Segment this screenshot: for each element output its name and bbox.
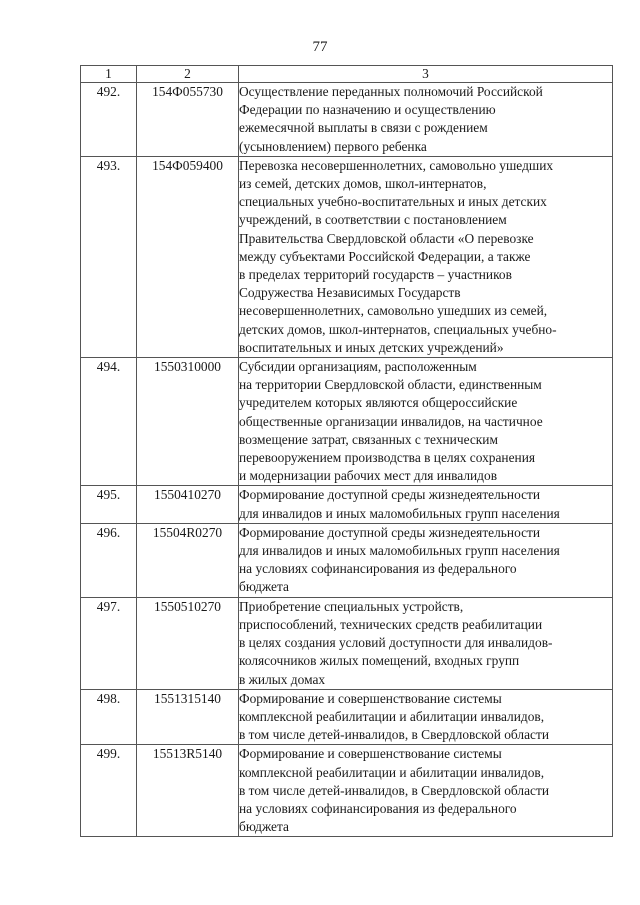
description-line: в пределах территорий государств – участников [239,267,512,283]
table-row [81,689,613,745]
description-line: Перевозка несовершеннолетних, самовольно ушедших [239,157,554,173]
budget-codes-table [80,65,613,837]
table-header-row [81,66,613,83]
description [239,83,613,157]
row-number: 492. [81,83,137,157]
table-row [81,358,613,486]
row-number: 499. [81,745,137,837]
budget-code: 154Ф055730 [137,83,239,157]
table-row [81,745,613,837]
budget-code: 15504R0270 [137,523,239,597]
budget-code: 1550310000 [137,358,239,486]
description [239,523,613,597]
row-number: 497. [81,597,137,689]
description-line: специальных учебно-воспитательных и иных детских [239,194,547,210]
description-line: учредителем которых являются общероссийские [239,395,518,411]
description-line: колясочников жилых помещений, входных групп [239,653,520,669]
description-line: возмещение затрат, связанных с техническим [239,431,498,447]
description-line: Содружества Независимых Государств [239,285,461,301]
table-row [81,523,613,597]
description-line: Приобретение специальных устройств, [239,598,464,614]
description-line: бюджета [239,819,289,835]
page-number: 77 [312,39,328,55]
row-number: 496. [81,523,137,597]
description-line: несовершеннолетних, самовольно ушедших из семей, [239,303,548,319]
description-line: между субъектами Российской Федерации, а также [239,248,531,264]
description [239,689,613,745]
row-number: 498. [81,689,137,745]
row-number: 493. [81,156,137,357]
description-line: Осуществление переданных полномочий Российской [239,84,543,99]
description-line: на условиях софинансирования из федерального [239,800,517,816]
description-line: для инвалидов и иных маломобильных групп населения [239,543,560,559]
description [239,486,613,523]
row-number: 494. [81,358,137,486]
description-line: Субсидии организациям, расположенным [239,359,477,375]
description [239,745,613,837]
description [239,358,613,486]
column-header-3: 3 [239,66,613,83]
description-line: ежемесячной выплаты в связи с рождением [239,120,488,136]
description-line: Федерации по назначению и осуществлению [239,102,496,118]
description-line: (усыновлением) первого ребенка [239,138,427,154]
description-line: комплексной реабилитации и абилитации инвалидов, [239,708,545,724]
description-line: Правительства Свердловской области «О перевозке [239,230,534,246]
budget-code: 15513R5140 [137,745,239,837]
budget-code: 1550510270 [137,597,239,689]
description-line: комплексной реабилитации и абилитации инвалидов, [239,764,545,780]
description-line: перевооружением производства в целях сохранения [239,450,536,466]
budget-code: 154Ф059400 [137,156,239,357]
description-line: в целях создания условий доступности для инвалидов- [239,635,553,651]
description-line: приспособлений, технических средств реабилитации [239,616,543,632]
description-line: общественные организации инвалидов, на частичное [239,413,543,429]
description-line: Формирование доступной среды жизнедеятельности [239,487,541,503]
description-line: бюджета [239,579,289,595]
table-row [81,486,613,523]
description-line: Формирование и совершенствование системы [239,746,502,762]
description [239,597,613,689]
description-line: детских домов, школ-интернатов, специальных учебно- [239,321,557,337]
column-header-1: 1 [81,66,137,83]
description-line: на условиях софинансирования из федерального [239,561,517,577]
description-line: в том числе детей-инвалидов, в Свердловской области [239,727,549,743]
budget-code: 1550410270 [137,486,239,523]
description [239,156,613,357]
table-row [81,83,613,157]
description-line: из семей, детских домов, школ-интернатов, [239,176,487,192]
table-row [81,156,613,357]
row-number: 495. [81,486,137,523]
description-line: учреждений, в соответствии с постановлением [239,212,507,228]
description-line: Формирование доступной среды жизнедеятельности [239,524,541,540]
column-header-2: 2 [137,66,239,83]
description-line: воспитательных и иных детских учреждений» [239,339,504,355]
description-line: на территории Свердловской области, единственным [239,377,542,393]
table-row [81,597,613,689]
description-line: и модернизации рабочих мест для инвалидов [239,468,498,484]
description-line: для инвалидов и иных маломобильных групп населения [239,505,560,521]
description-line: Формирование и совершенствование системы [239,690,502,706]
description-line: в жилых домах [239,671,326,687]
description-line: в том числе детей-инвалидов, в Свердловской области [239,782,549,798]
budget-code: 1551315140 [137,689,239,745]
